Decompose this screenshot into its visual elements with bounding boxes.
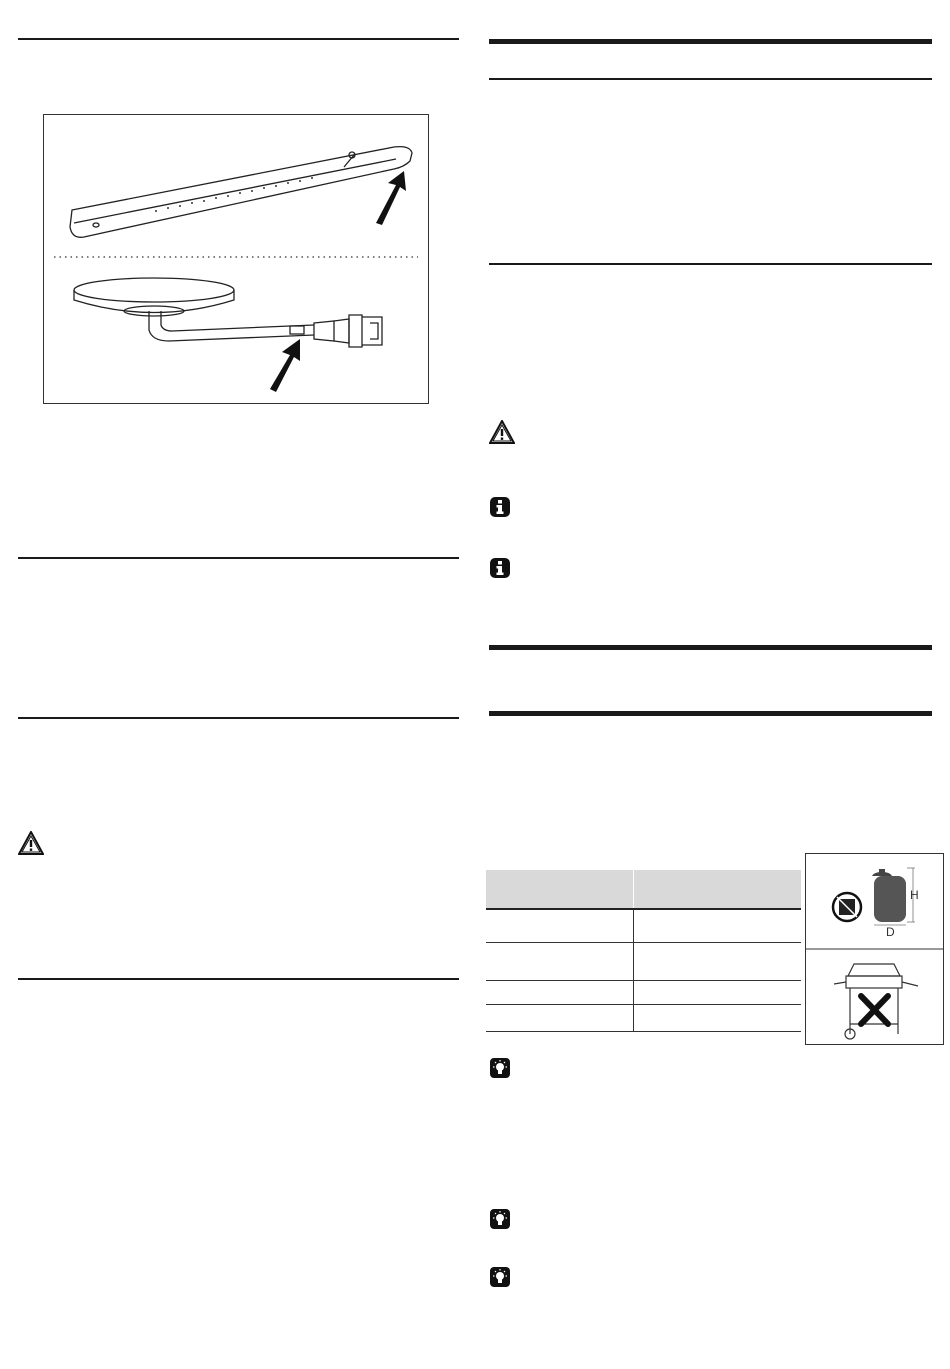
section-divider — [18, 717, 459, 719]
dimension-d-label: D — [886, 925, 895, 939]
info-icon — [489, 557, 511, 579]
warning-triangle-icon — [489, 420, 515, 444]
gas-bottle-table — [486, 870, 801, 1032]
burner-figure — [43, 114, 429, 404]
arrow-icon — [270, 339, 300, 392]
lightbulb-icon — [489, 1208, 511, 1230]
arrow-icon — [376, 171, 406, 225]
gas-bottle-figure — [805, 853, 944, 1045]
section-divider — [18, 978, 459, 980]
table-header-cell — [486, 870, 633, 909]
table-cell — [486, 942, 633, 980]
burner-tube-illustration — [44, 115, 428, 403]
table-row — [486, 1004, 801, 1031]
table-cell — [633, 942, 801, 980]
dimension-h-label: H — [910, 888, 919, 902]
table-cell — [486, 980, 633, 1004]
table-row — [486, 980, 801, 1004]
table-header-cell — [633, 870, 801, 909]
gas-bottle-illustration — [806, 854, 943, 1044]
lightbulb-icon — [489, 1057, 511, 1079]
info-icon — [489, 496, 511, 518]
lightbulb-icon — [489, 1266, 511, 1288]
section-divider — [489, 78, 932, 80]
table-row — [486, 942, 801, 980]
section-header-rule — [489, 645, 932, 650]
table-row — [486, 909, 801, 942]
section-divider — [18, 557, 459, 559]
table-cell — [633, 1004, 801, 1031]
warning-triangle-icon — [18, 831, 44, 855]
section-header-rule — [489, 39, 932, 44]
table-cell — [633, 980, 801, 1004]
section-divider — [18, 38, 459, 40]
section-header-rule — [489, 711, 932, 716]
table-cell — [486, 909, 633, 942]
table-cell — [486, 1004, 633, 1031]
section-divider — [489, 263, 932, 265]
table-cell — [633, 909, 801, 942]
table-header-row — [486, 870, 801, 909]
